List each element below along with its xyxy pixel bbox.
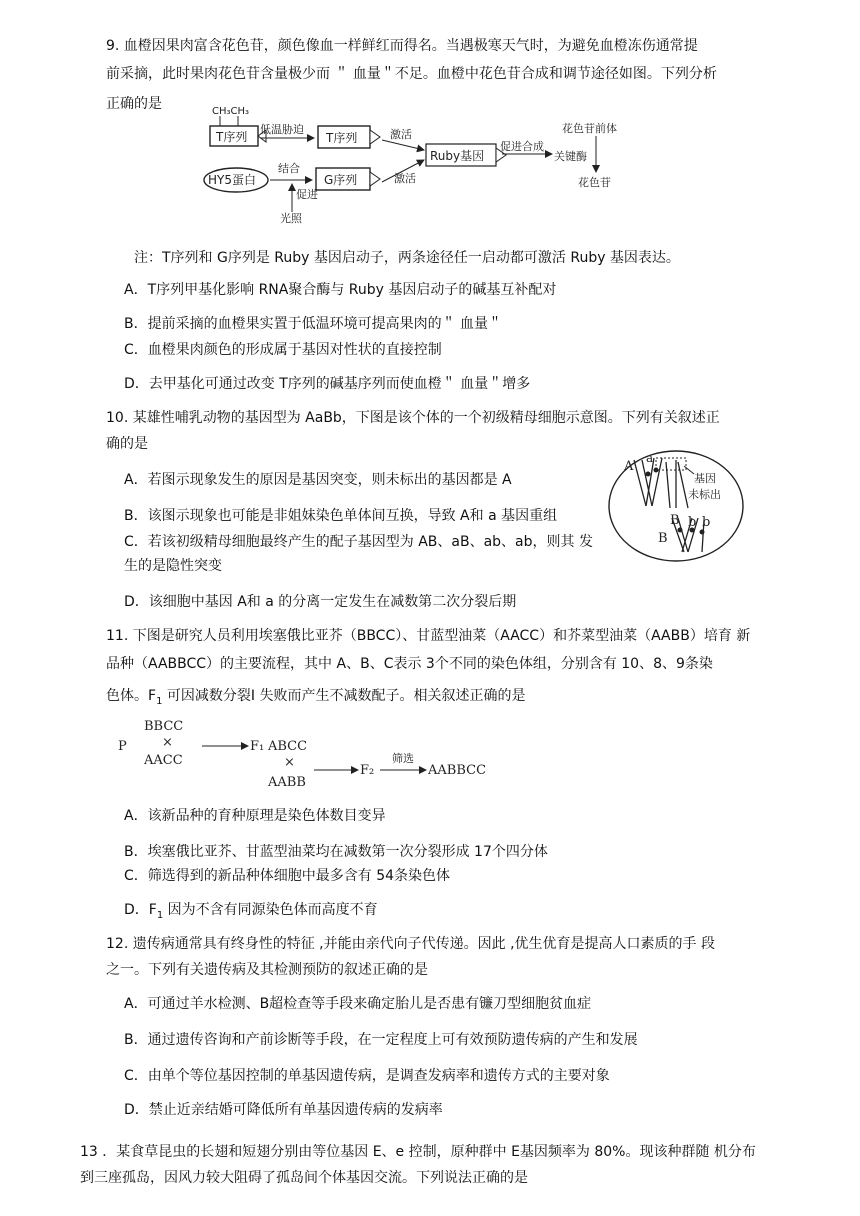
- promote-synthesis-label: 促进合成: [500, 140, 544, 153]
- q11-stem-line-3: 色体。$F_1$ 可因减数分裂Ⅰ 失败而产生不减数配子。相关叙述正确的是: [106, 688, 526, 707]
- q11-stem-line-1: 11. 下图是研究人员利用埃塞俄比亚芥（BBCC）、甘蓝型油菜（AACC）和芥菜型油菜（AABB）培育 新: [106, 628, 751, 644]
- abcc-label: ABCC: [268, 739, 308, 754]
- parent-label: P: [118, 739, 127, 754]
- q9-option-a[interactable]: A．T序列甲基化影响 RNA聚合酶与 Ruby 基因启动子的碱基互补配对: [124, 282, 557, 298]
- low-temp-stress-label: 低温胁迫: [260, 123, 304, 136]
- q10-stem-line-1: 10. 某雄性哺乳动物的基因型为 AaBb，下图是该个体的一个初级精母细胞示意图。下列有关叙述正: [106, 410, 720, 426]
- q10-cell-diagram: [606, 448, 746, 564]
- q11-option-d[interactable]: D．$F_1$ 因为不含有同源染色体而高度不育: [124, 902, 378, 921]
- gene-B-label-1: B: [670, 513, 680, 528]
- ruby-gene-label: Ruby基因: [430, 149, 485, 163]
- key-enzyme-label: 关键酶: [554, 150, 587, 163]
- q10-option-a[interactable]: A．若图示现象发生的原因是基因突变，则未标出的基因都是 A: [124, 472, 512, 488]
- q11-stem-line-2: 品种（AABBCC）的主要流程，其中 A、B、C表示 3个不同的染色体组，分别含有 10、8、9条染: [106, 656, 713, 672]
- bbcc-label: BBCC: [144, 719, 184, 734]
- q9-option-d[interactable]: D．去甲基化可通过改变 T序列的碱基序列而使血橙＂ 血量＂增多: [124, 376, 531, 392]
- q12-stem-line-2: 之一。下列有关遗传病及其检测预防的叙述正确的是: [106, 962, 428, 978]
- bind-label: 结合: [278, 162, 300, 175]
- gene-A-label: A: [624, 459, 634, 474]
- promote-label: 促进: [296, 188, 318, 201]
- aabbcc-label: AABBCC: [428, 763, 487, 778]
- hy5-protein-label: HY5蛋白: [208, 173, 256, 187]
- q9-note: 注：T序列和 G序列是 Ruby 基因启动子，两条途径任一启动都可激活 Ruby 基因表达。: [134, 250, 680, 266]
- methyl-label: CH₃CH₃: [212, 106, 250, 117]
- q11-option-a[interactable]: A．该新品种的育种原理是染色体数目变异: [124, 808, 386, 824]
- q9-option-b[interactable]: B．提前采摘的血橙果实置于低温环境可提高果肉的＂ 血量＂: [124, 316, 503, 332]
- q9-stem-line-3: 正确的是: [106, 96, 162, 112]
- q13-stem-line-1: 13 ．某食草昆虫的长翅和短翅分别由等位基因 E、e 控制，原种群中 E基因频率为 80%。现该种群随 机分布: [80, 1144, 756, 1160]
- q10-option-c[interactable]: C．若该初级精母细胞最终产生的配子基因型为 AB、aB、ab、ab，则其 发: [124, 534, 593, 550]
- f1-label: F₁: [250, 739, 265, 754]
- cross-symbol-2: ×: [284, 755, 295, 770]
- q12-stem-line-1: 12. 遗传病通常具有终身性的特征 ,并能由亲代向子代传递。因此 ,优生优育是提高人口素质的手 段: [106, 936, 715, 952]
- unmarked-gene-note-2: 未标出: [688, 488, 721, 501]
- anthocyanin-label: 花色苷: [578, 176, 611, 189]
- q9-stem-line-2: 前采摘，此时果肉花色苷含量极少而 ＂ 血量＂不足。血橙中花色苷合成和调节途径如图。下列分析: [106, 66, 717, 82]
- q9-option-c[interactable]: C．血橙果肉颜色的形成属于基因对性状的直接控制: [124, 342, 442, 358]
- gene-B-label-2: B: [658, 531, 668, 546]
- activate-label-1: 激活: [390, 128, 412, 141]
- q9-pathway-diagram: [198, 100, 650, 225]
- q10-stem-line-2: 确的是: [106, 436, 148, 452]
- light-label: 光照: [280, 212, 302, 225]
- gene-a-label: a: [646, 451, 654, 465]
- cross-symbol-1: ×: [162, 735, 173, 750]
- q12-option-d[interactable]: D．禁止近亲结婚可降低所有单基因遗传病的发病率: [124, 1102, 443, 1118]
- anthocyanin-precursor-label: 花色苷前体: [562, 122, 617, 135]
- t-sequence-label-2: T序列: [326, 131, 358, 145]
- f2-label: F₂: [360, 763, 375, 778]
- q11-breeding-flow-diagram: [112, 714, 502, 792]
- q12-option-c[interactable]: C．由单个等位基因控制的单基因遗传病，是调查发病率和遗传方式的主要对象: [124, 1068, 610, 1084]
- t-sequence-label: T序列: [216, 130, 248, 144]
- select-label: 筛选: [392, 752, 414, 765]
- q11-option-c[interactable]: C．筛选得到的新品种体细胞中最多含有 54条染色体: [124, 868, 451, 884]
- g-sequence-label: G序列: [324, 173, 358, 187]
- q12-option-a[interactable]: A．可通过羊水检测、B超检查等手段来确定胎儿是否患有镰刀型细胞贫血症: [124, 996, 592, 1012]
- q9-stem-line-1: 9. 血橙因果肉富含花色苷，颜色像血一样鲜红而得名。当遇极寒天气时，为避免血橙冻伤通常提: [106, 38, 698, 54]
- q10-option-b[interactable]: B．该图示现象也可能是非姐妹染色单体间互换，导致 A和 a 基因重组: [124, 508, 558, 524]
- unmarked-gene-note-1: 基因: [694, 472, 716, 485]
- q10-option-c-cont: 生的是隐性突变: [124, 558, 222, 574]
- q13-stem-line-2: 到三座孤岛，因风力较大阻碍了孤岛间个体基因交流。下列说法正确的是: [80, 1170, 528, 1186]
- q12-option-b[interactable]: B．通过遗传咨询和产前诊断等手段，在一定程度上可有效预防遗传病的产生和发展: [124, 1032, 638, 1048]
- q10-option-d[interactable]: D．该细胞中基因 A和 a 的分离一定发生在减数第二次分裂后期: [124, 594, 517, 610]
- gene-b-label-1: b: [688, 515, 697, 530]
- gene-b-label-2: b: [702, 515, 711, 530]
- q11-option-b[interactable]: B．埃塞俄比亚芥、甘蓝型油菜均在减数第一次分裂形成 17个四分体: [124, 844, 548, 860]
- activate-label-2: 激活: [394, 172, 416, 185]
- aabb-label: AABB: [268, 775, 306, 790]
- aacc-label: AACC: [144, 753, 183, 768]
